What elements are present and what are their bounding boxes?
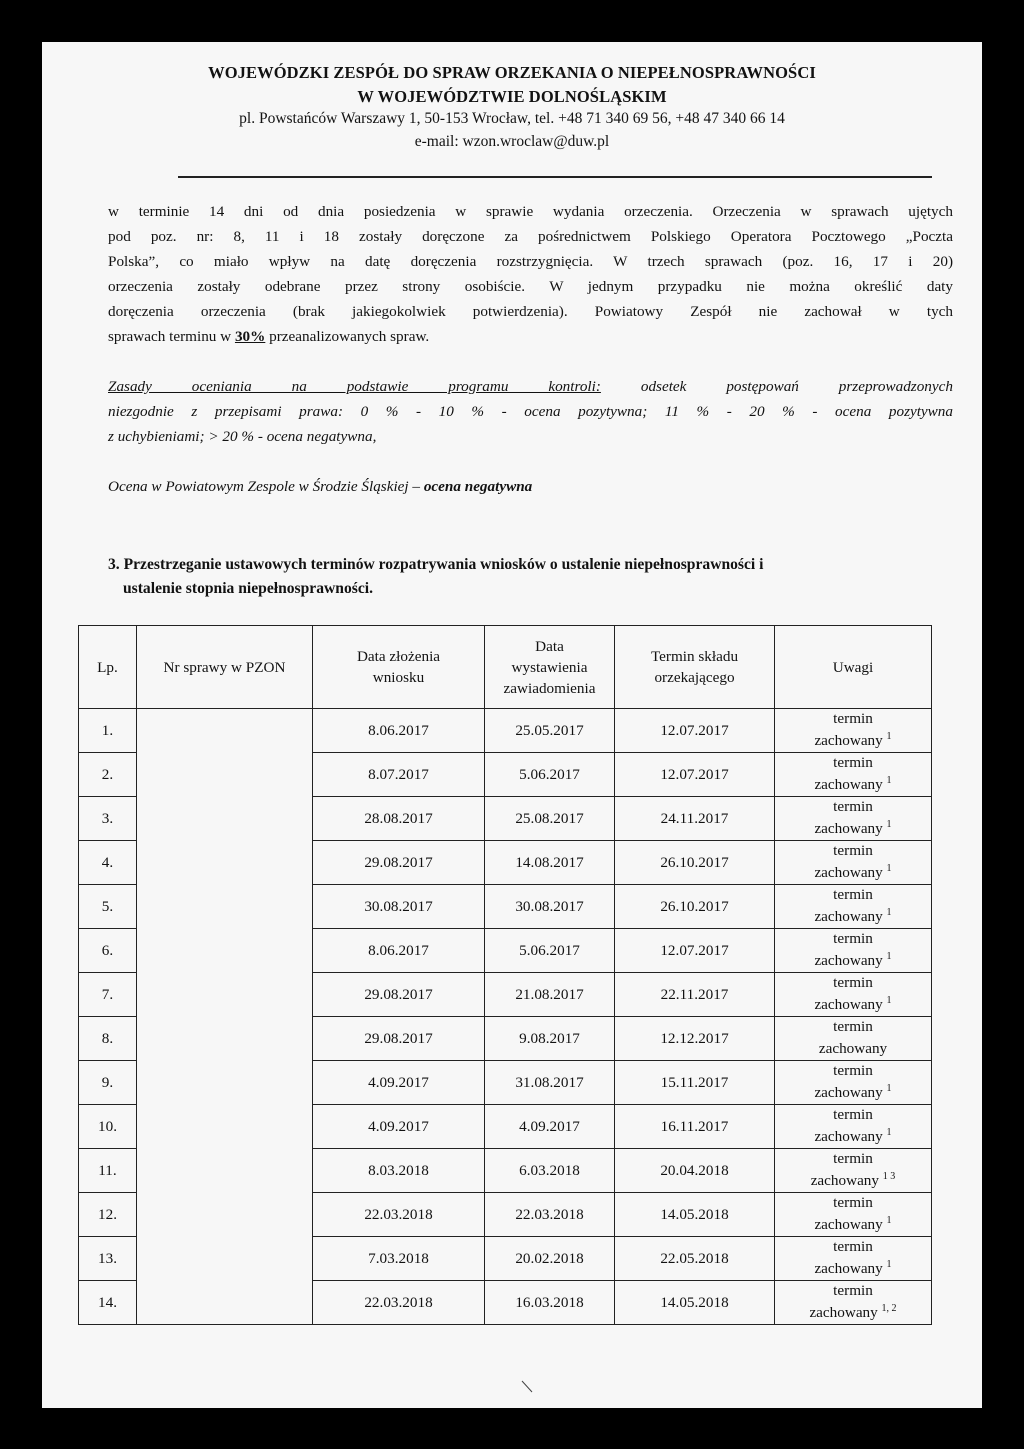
- remark-footnote: 1 3: [882, 1171, 896, 1183]
- remark-footnote: 1: [886, 951, 892, 963]
- cell-nr-sprawy: [137, 709, 313, 753]
- intro-line-1: w terminie 14 dni od dnia posiedzenia w sprawie wydania orzeczenia. Orzeczenia w sprawach ujętych: [108, 203, 953, 220]
- header-termin-l2: orzekającego: [654, 669, 735, 686]
- remark-footnote: 1: [886, 1259, 892, 1271]
- cell-uwagi: [775, 841, 932, 885]
- remark-word2-wrap: [775, 1256, 931, 1278]
- cell-termin-skladu: 12.07.2017: [615, 753, 775, 797]
- cell-termin-skladu: 22.11.2017: [615, 973, 775, 1017]
- remark-footnote: 1: [886, 1083, 892, 1095]
- assessment-prefix: Ocena w Powiatowym Zespole w Środzie Śląskiej –: [108, 478, 424, 495]
- cell-termin-skladu: 20.04.2018: [615, 1149, 775, 1193]
- cell-uwagi: [775, 709, 932, 753]
- intro-line-6: [108, 328, 953, 346]
- header-termin: [615, 626, 775, 709]
- deadlines-table: [78, 625, 932, 1325]
- cell-lp: 2.: [79, 753, 137, 797]
- remark-footnote: 1: [886, 863, 892, 875]
- cell-data-zlozenia: 8.07.2017: [313, 753, 485, 797]
- intro-line-3: Polska”, co miało wpływ na datę doręczenia rozstrzygnięcia. W trzech sprawach (poz. 16, 17 i 20): [108, 253, 953, 270]
- remark-word1: termin: [833, 1106, 873, 1124]
- table-row: [79, 1017, 932, 1061]
- intro-last-before: sprawach terminu w: [108, 328, 235, 345]
- table-row: [79, 1281, 932, 1325]
- remark-word2: zachowany: [814, 952, 883, 970]
- header-lp: Lp.: [79, 626, 137, 709]
- org-address: pl. Powstańców Warszawy 1, 50-153 Wrocław, tel. +48 71 340 69 56, +48 47 340 66 14: [239, 110, 785, 127]
- cell-nr-sprawy: [137, 753, 313, 797]
- cell-data-zawiadomienia: 14.08.2017: [485, 841, 615, 885]
- remark-word2-wrap: [775, 992, 931, 1014]
- org-name-line1: WOJEWÓDZKI ZESPÓŁ DO SPRAW ORZEKANIA O NIEPEŁNOSPRAWNOŚCI: [208, 63, 816, 82]
- cell-data-zawiadomienia: 25.05.2017: [485, 709, 615, 753]
- table-row: [79, 1105, 932, 1149]
- cell-nr-sprawy: [137, 1281, 313, 1325]
- pen-stroke-mark: [520, 1380, 540, 1394]
- cell-uwagi: [775, 797, 932, 841]
- header-data-zlozenia-l1: Data złożenia: [356, 648, 441, 665]
- cell-data-zlozenia: 22.03.2018: [313, 1281, 485, 1325]
- org-name-line2: W WOJEWÓDZTWIE DOLNOŚLĄSKIM: [357, 87, 667, 106]
- table-row: [79, 841, 932, 885]
- intro-line-4: orzeczenia zostały odebrane przez strony osobiście. W jednym przypadku nie można określić daty: [108, 278, 953, 295]
- table-row: [79, 885, 932, 929]
- remark-word1: termin: [833, 930, 873, 948]
- remark-footnote: 1: [886, 1215, 892, 1227]
- cell-termin-skladu: 26.10.2017: [615, 841, 775, 885]
- cell-uwagi: [775, 1237, 932, 1281]
- cell-lp: 1.: [79, 709, 137, 753]
- table-row: [79, 929, 932, 973]
- cell-lp: 14.: [79, 1281, 137, 1325]
- remark-word2: zachowany: [814, 820, 883, 838]
- cell-data-zawiadomienia: 30.08.2017: [485, 885, 615, 929]
- cell-lp: 10.: [79, 1105, 137, 1149]
- percent-value: 30%: [234, 328, 266, 345]
- remark-word2: zachowany: [814, 1260, 883, 1278]
- cell-lp: 13.: [79, 1237, 137, 1281]
- cell-data-zawiadomienia: 6.03.2018: [485, 1149, 615, 1193]
- cell-uwagi: [775, 1017, 932, 1061]
- intro-line-2: pod poz. nr: 8, 11 i 18 zostały doręczone za pośrednictwem Polskiego Operatora Pocztowego „Poczta: [108, 228, 953, 245]
- cell-data-zlozenia: 29.08.2017: [313, 841, 485, 885]
- cell-uwagi: [775, 885, 932, 929]
- header-data-wyst-l1: Data: [535, 637, 564, 655]
- header-data-zlozenia-l2: wniosku: [372, 669, 425, 686]
- intro-last-after: przeanalizowanych spraw.: [265, 328, 430, 345]
- cell-data-zawiadomienia: 22.03.2018: [485, 1193, 615, 1237]
- remark-word2: zachowany: [818, 1040, 888, 1058]
- section-3-heading-line2: ustalenie stopnia niepełnosprawności.: [123, 580, 373, 597]
- cell-uwagi: [775, 1105, 932, 1149]
- cell-data-zlozenia: 4.09.2017: [313, 1105, 485, 1149]
- org-email: e-mail: wzon.wroclaw@duw.pl: [414, 133, 610, 150]
- intro-line-5: doręczenia orzeczenia (brak jakiegokolwiek potwierdzenia). Powiatowy Zespół nie zachował w tych: [108, 303, 953, 320]
- cell-lp: 9.: [79, 1061, 137, 1105]
- remark-word2: zachowany: [814, 1128, 883, 1146]
- cell-data-zawiadomienia: 9.08.2017: [485, 1017, 615, 1061]
- cell-termin-skladu: 14.05.2018: [615, 1193, 775, 1237]
- remark-word1: termin: [833, 842, 873, 860]
- cell-termin-skladu: 26.10.2017: [615, 885, 775, 929]
- rules-line1-rest: odsetek postępowań przeprowadzonych: [600, 378, 953, 395]
- rules-heading: Zasady oceniania na podstawie programu kontroli:: [108, 378, 601, 395]
- remark-word2: zachowany: [814, 1084, 883, 1102]
- cell-nr-sprawy: [137, 1193, 313, 1237]
- remark-footnote: 1: [886, 731, 892, 743]
- cell-termin-skladu: 24.11.2017: [615, 797, 775, 841]
- cell-uwagi: [775, 1193, 932, 1237]
- cell-data-zawiadomienia: 16.03.2018: [485, 1281, 615, 1325]
- table-row: [79, 709, 932, 753]
- table-row: [79, 1149, 932, 1193]
- rules-line-1: [108, 378, 953, 396]
- remark-word2-wrap: [775, 816, 931, 838]
- remark-word1: termin: [833, 1194, 873, 1212]
- cell-uwagi: [775, 973, 932, 1017]
- cell-termin-skladu: 14.05.2018: [615, 1281, 775, 1325]
- table-row: [79, 797, 932, 841]
- cell-termin-skladu: 12.07.2017: [615, 929, 775, 973]
- cell-nr-sprawy: [137, 1105, 313, 1149]
- cell-data-zlozenia: 22.03.2018: [313, 1193, 485, 1237]
- cell-data-zlozenia: 29.08.2017: [313, 973, 485, 1017]
- remark-word1: termin: [833, 1062, 873, 1080]
- cell-lp: 5.: [79, 885, 137, 929]
- remark-word2: zachowany: [814, 864, 883, 882]
- document-page: [42, 42, 982, 1408]
- cell-nr-sprawy: [137, 929, 313, 973]
- cell-lp: 4.: [79, 841, 137, 885]
- cell-uwagi: [775, 1149, 932, 1193]
- cell-lp: 11.: [79, 1149, 137, 1193]
- header-uwagi: Uwagi: [775, 626, 932, 709]
- remark-word2-wrap: [775, 1036, 931, 1058]
- cell-data-zawiadomienia: 25.08.2017: [485, 797, 615, 841]
- remark-word2-wrap: [775, 948, 931, 970]
- cell-uwagi: [775, 1281, 932, 1325]
- table-row: [79, 973, 932, 1017]
- remark-word1: termin: [833, 798, 873, 816]
- assessment: [108, 478, 953, 496]
- cell-nr-sprawy: [137, 1061, 313, 1105]
- remark-word2: zachowany: [814, 732, 883, 750]
- cell-data-zawiadomienia: 31.08.2017: [485, 1061, 615, 1105]
- cell-data-zlozenia: 30.08.2017: [313, 885, 485, 929]
- table-body: [79, 709, 932, 1325]
- rules-line-2: niezgodnie z przepisami prawa: 0 % - 10 % - ocena pozytywna; 11 % - 20 % - ocena pozytywna: [108, 403, 953, 420]
- cell-data-zawiadomienia: 5.06.2017: [485, 929, 615, 973]
- table-row: [79, 1061, 932, 1105]
- cell-lp: 7.: [79, 973, 137, 1017]
- remark-word2-wrap: [775, 860, 931, 882]
- remark-word1: termin: [833, 1150, 873, 1168]
- cell-data-zlozenia: 29.08.2017: [313, 1017, 485, 1061]
- remark-word2: zachowany: [814, 776, 883, 794]
- remark-word2: zachowany: [814, 908, 883, 926]
- cell-data-zawiadomienia: 4.09.2017: [485, 1105, 615, 1149]
- cell-termin-skladu: 12.07.2017: [615, 709, 775, 753]
- cell-lp: 3.: [79, 797, 137, 841]
- remark-footnote: 1: [886, 1127, 892, 1139]
- cell-termin-skladu: 12.12.2017: [615, 1017, 775, 1061]
- section-3-heading-line1: 3. Przestrzeganie ustawowych terminów rozpatrywania wniosków o ustalenie niepełnosprawności i: [108, 556, 764, 573]
- remark-word1: termin: [833, 1238, 873, 1256]
- remark-word2-wrap: [775, 1124, 931, 1146]
- remark-word2: zachowany: [814, 996, 883, 1014]
- cell-data-zawiadomienia: 5.06.2017: [485, 753, 615, 797]
- remark-word1: termin: [833, 754, 873, 772]
- cell-termin-skladu: 16.11.2017: [615, 1105, 775, 1149]
- cell-nr-sprawy: [137, 1237, 313, 1281]
- cell-data-zlozenia: 7.03.2018: [313, 1237, 485, 1281]
- header-termin-l1: Termin składu: [650, 648, 739, 665]
- header-data-wyst-l3: zawiadomienia: [503, 679, 596, 697]
- cell-lp: 12.: [79, 1193, 137, 1237]
- rules-line-3: z uchybieniami; > 20 % - ocena negatywna,: [108, 428, 377, 445]
- cell-data-zawiadomienia: 20.02.2018: [485, 1237, 615, 1281]
- cell-data-zlozenia: 28.08.2017: [313, 797, 485, 841]
- header-divider: [178, 176, 932, 178]
- cell-lp: 8.: [79, 1017, 137, 1061]
- cell-termin-skladu: 15.11.2017: [615, 1061, 775, 1105]
- remark-footnote: 1: [886, 907, 892, 919]
- cell-uwagi: [775, 929, 932, 973]
- remark-word2-wrap: [775, 1300, 931, 1322]
- remark-word2: zachowany: [810, 1172, 879, 1190]
- cell-nr-sprawy: [137, 1149, 313, 1193]
- header-nr-sprawy: Nr sprawy w PZON: [137, 626, 313, 709]
- remark-footnote: 1, 2: [881, 1303, 897, 1315]
- cell-uwagi: [775, 753, 932, 797]
- table-row: [79, 1237, 932, 1281]
- remark-word1: termin: [833, 886, 873, 904]
- remark-word2-wrap: [775, 904, 931, 926]
- remark-word2-wrap: [775, 1080, 931, 1102]
- remark-word2-wrap: [775, 1212, 931, 1234]
- remark-word1: termin: [833, 1018, 873, 1036]
- cell-data-zlozenia: 8.03.2018: [313, 1149, 485, 1193]
- cell-lp: 6.: [79, 929, 137, 973]
- header-data-zlozenia: [313, 626, 485, 709]
- remark-word2-wrap: [775, 728, 931, 750]
- table-row: [79, 1193, 932, 1237]
- header-data-wyst-l2: wystawienia: [511, 658, 588, 676]
- remark-word1: termin: [833, 974, 873, 992]
- assessment-result: ocena negatywna: [423, 478, 533, 495]
- remark-word2-wrap: [775, 772, 931, 794]
- remark-word2: zachowany: [814, 1216, 883, 1234]
- table-header-row: [79, 626, 932, 709]
- remark-word2: zachowany: [809, 1304, 878, 1322]
- remark-footnote: 1: [886, 819, 892, 831]
- cell-data-zlozenia: 8.06.2017: [313, 709, 485, 753]
- cell-data-zlozenia: 8.06.2017: [313, 929, 485, 973]
- table-row: [79, 753, 932, 797]
- cell-nr-sprawy: [137, 973, 313, 1017]
- cell-nr-sprawy: [137, 797, 313, 841]
- cell-uwagi: [775, 1061, 932, 1105]
- cell-nr-sprawy: [137, 841, 313, 885]
- remark-word1: termin: [833, 1282, 873, 1300]
- cell-data-zlozenia: 4.09.2017: [313, 1061, 485, 1105]
- cell-data-zawiadomienia: 21.08.2017: [485, 973, 615, 1017]
- cell-termin-skladu: 22.05.2018: [615, 1237, 775, 1281]
- cell-nr-sprawy: [137, 885, 313, 929]
- remark-footnote: 1: [886, 995, 892, 1007]
- remark-footnote: 1: [886, 775, 892, 787]
- remark-word2-wrap: [775, 1168, 931, 1190]
- remark-word1: termin: [833, 710, 873, 728]
- cell-nr-sprawy: [137, 1017, 313, 1061]
- header-data-wystawienia: [485, 626, 615, 709]
